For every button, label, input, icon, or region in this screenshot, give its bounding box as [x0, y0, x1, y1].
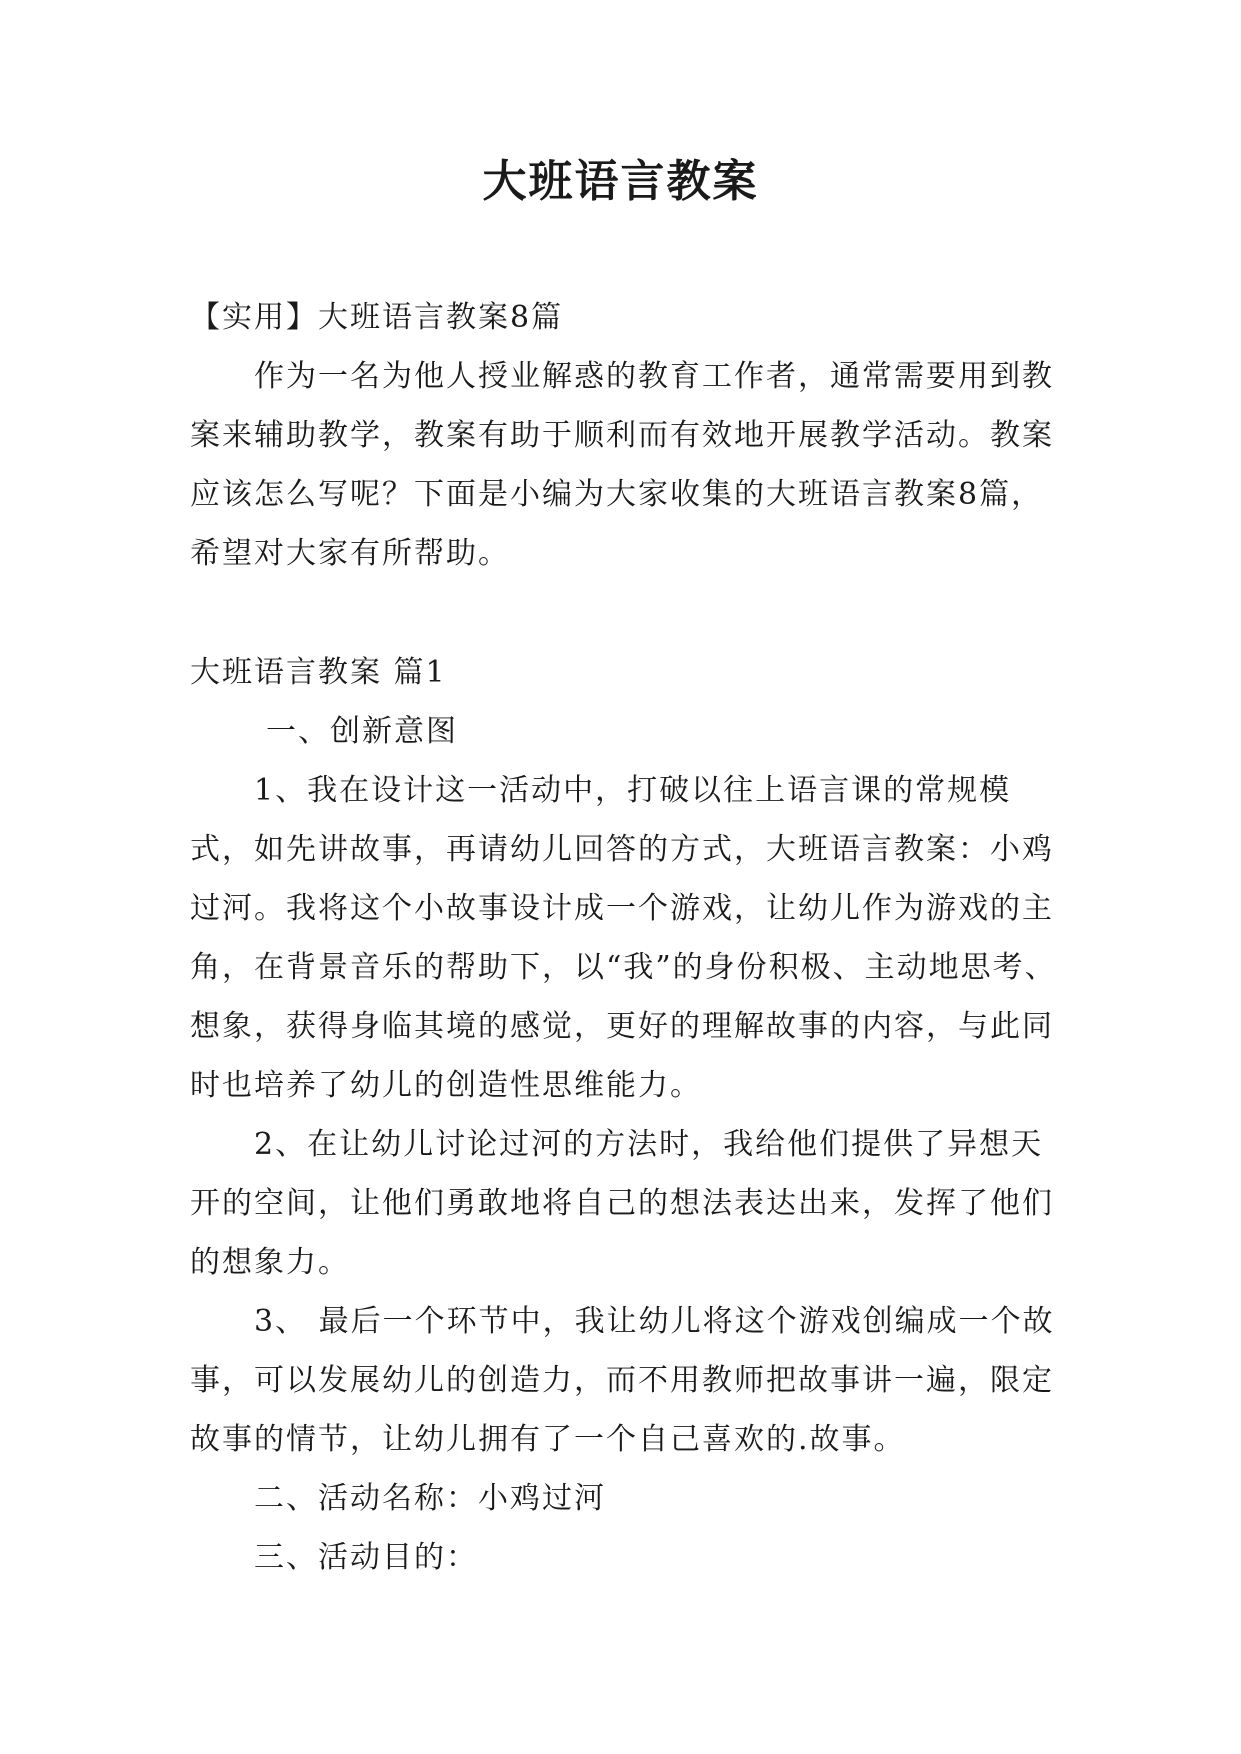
page-title: 大班语言教案: [482, 156, 759, 207]
spacer: [190, 583, 1060, 643]
section-heading: 大班语言教案 篇1: [190, 655, 447, 690]
heading-innovation: 一、创新意图: [266, 714, 458, 749]
paragraph-2: 2、在让幼儿讨论过河的方法时，我给他们提供了异想天开的空间，让他们勇敢地将自己的想法表达出来，发挥了他们的想象力。: [190, 1127, 1054, 1280]
heading-activity-name: 二、活动名称：小鸡过河: [254, 1481, 606, 1516]
paragraph-3: 3、 最后一个环节中，我让幼儿将这个游戏创编成一个故事，可以发展幼儿的创造力，而不用教师把故事讲一遍，限定故事的情节，让幼儿拥有了一个自己喜欢的.故事。: [190, 1304, 1055, 1457]
heading-activity-goal: 三、活动目的：: [254, 1540, 478, 1575]
subtitle: 【实用】大班语言教案8篇: [190, 300, 564, 335]
document-body: [190, 288, 1060, 1587]
intro-paragraph: 作为一名为他人授业解惑的教育工作者，通常需要用到教案来辅助教学，教案有助于顺利而有效地开展教学活动。教案应该怎么写呢？下面是小编为大家收集的大班语言教案8篇，希望对大家有所帮助。: [190, 359, 1054, 571]
paragraph-1: 1、我在设计这一活动中，打破以往上语言课的常规模式，如先讲故事，再请幼儿回答的方式，大班语言教案：小鸡过河。我将这个小故事设计成一个游戏，让幼儿作为游戏的主角，在背景音乐的帮助下，以“我”的身份积极、主动地思考、想象，获得身临其境的感觉，更好的理解故事的内容，与此同时也培养了幼儿的创造性思维能力。: [190, 773, 1057, 1103]
